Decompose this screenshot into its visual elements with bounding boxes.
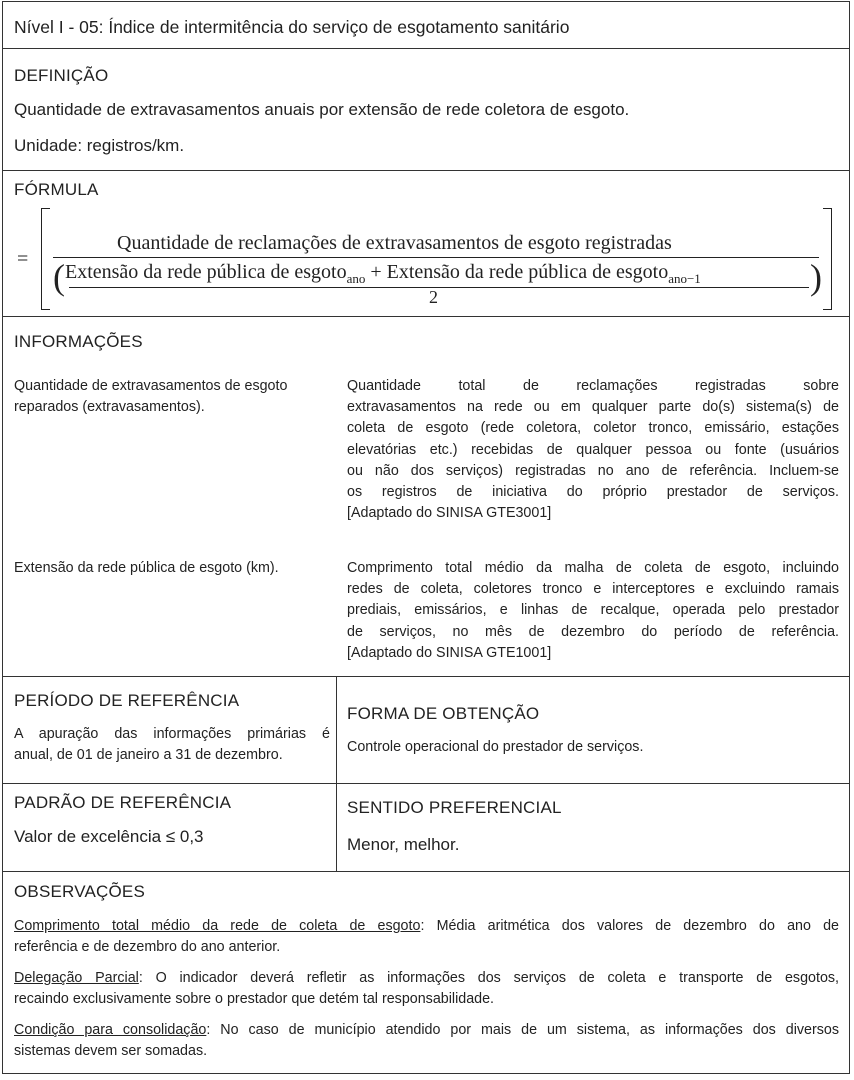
- sub-ano: ano: [346, 271, 366, 286]
- info-desc-line: [Adaptado do SINISA GTE1001]: [347, 644, 552, 661]
- divider: [3, 871, 849, 872]
- obs-item: [14, 968, 839, 1010]
- obs-line: [14, 1020, 839, 1041]
- info-label-line: reparados (extravasamentos).: [14, 399, 205, 416]
- fraction-bar: [53, 257, 819, 258]
- divider: [3, 676, 849, 677]
- info-label: [14, 558, 279, 579]
- info-label-line: Quantidade de extravasamentos de esgoto: [14, 378, 288, 394]
- denominator: [65, 261, 701, 287]
- column-divider: [336, 783, 337, 871]
- info-desc-line: [Adaptado do SINISA GTE3001]: [347, 505, 552, 522]
- formula-plus: +: [370, 261, 382, 283]
- divider: [3, 170, 849, 171]
- info-desc-line: elevatórias etc.) recebidas de qualquer pessoa ou fonte (usuários: [347, 441, 839, 458]
- obs-line: sistemas devem ser somadas.: [14, 1043, 208, 1060]
- definicao-heading: DEFINIÇÃO: [14, 66, 109, 85]
- sentido-text: Menor, melhor.: [347, 835, 460, 854]
- info-desc-line: Quantidade total de reclamações registradas sobre: [347, 378, 839, 394]
- divider: [3, 316, 849, 317]
- formula-equals: =: [17, 248, 29, 270]
- sheet-title: Nível I - 05: Índice de intermitência do serviço de esgotamento sanitário: [14, 17, 570, 37]
- forma-text: Controle operacional do prestador de serviços.: [347, 739, 644, 755]
- info-desc: [347, 376, 839, 524]
- column-divider: [336, 676, 337, 783]
- info-desc-line: extravasamentos na rede ou em qualquer parte do(s) sistema(s) de: [347, 399, 839, 416]
- obs-term: Comprimento total médio da rede de coleta de esgoto: [14, 918, 421, 934]
- info-desc-line: prediais, emissários, e linhas de recalque, operada pelo prestador: [347, 602, 839, 619]
- obs-text: : No caso de município atendido por mais de um sistema, as informações dos diversos: [206, 1022, 839, 1038]
- inner-fraction-bar: [69, 287, 809, 288]
- periodo-heading: PERÍODO DE REFERÊNCIA: [14, 691, 240, 710]
- periodo-text: [14, 724, 330, 766]
- sentido-heading: SENTIDO PREFERENCIAL: [347, 798, 562, 817]
- obs-item: [14, 1020, 839, 1062]
- divider: [3, 48, 849, 49]
- divisor: 2: [429, 287, 438, 307]
- denom-term-1: Extensão da rede pública de esgoto: [65, 261, 347, 283]
- unidade-text: Unidade: registros/km.: [14, 136, 185, 155]
- obs-text: : O indicador deverá refletir as informações dos serviços de coleta e transporte de esgotos,: [138, 970, 840, 986]
- info-desc-line: de serviços, no mês de dezembro do período de referência.: [347, 623, 839, 640]
- info-desc: [347, 558, 839, 664]
- obs-term: Delegação Parcial: [14, 970, 139, 986]
- observacoes-heading: OBSERVAÇÕES: [14, 882, 146, 901]
- obs-line: [14, 916, 839, 937]
- denom-term-2: Extensão da rede pública de esgoto: [386, 261, 669, 283]
- formula-heading: FÓRMULA: [14, 180, 99, 199]
- obs-text: : Média aritmética dos valores de dezembro do ano de: [420, 918, 840, 934]
- periodo-line: A apuração das informações primárias é: [14, 726, 330, 742]
- obs-line: referência e de dezembro do ano anterior.: [14, 939, 281, 956]
- indicator-sheet: [2, 1, 850, 1074]
- info-desc-line: ou não dos serviços) registradas no ano de referência. Incluem-se: [347, 462, 839, 479]
- divider: [3, 783, 849, 784]
- informacoes-heading: INFORMAÇÕES: [14, 332, 143, 351]
- info-desc-line: redes de coleta, coletores tronco e interceptores e excluindo ramais: [347, 581, 839, 598]
- info-label: [14, 376, 287, 418]
- padrao-heading: PADRÃO DE REFERÊNCIA: [14, 793, 232, 812]
- obs-line: [14, 968, 839, 989]
- info-desc-line: os registros de iniciativa do próprio prestador de serviços.: [347, 484, 839, 501]
- padrao-text: Valor de excelência ≤ 0,3: [14, 827, 204, 846]
- info-desc-line: coleta de esgoto (rede coletora, coletor tronco, emissário, estações: [347, 420, 839, 437]
- obs-item: [14, 916, 839, 958]
- right-bracket: [823, 208, 832, 310]
- left-bracket: [41, 208, 50, 310]
- periodo-line: anual, de 01 de janeiro a 31 de dezembro.: [14, 747, 283, 764]
- info-desc-line: Comprimento total médio da malha de coleta de esgoto, incluindo: [347, 560, 839, 576]
- obs-term: Condição para consolidação: [14, 1022, 207, 1038]
- definicao-text: Quantidade de extravasamentos anuais por extensão de rede coletora de esgoto.: [14, 100, 630, 119]
- left-paren-glyph: (: [53, 257, 65, 297]
- right-paren-glyph: ): [810, 257, 822, 297]
- forma-heading: FORMA DE OBTENÇÃO: [347, 704, 540, 723]
- info-label-line: Extensão da rede pública de esgoto (km).: [14, 560, 279, 576]
- sub-ano-1: ano−1: [668, 271, 701, 286]
- obs-line: recaindo exclusivamente sobre o prestador que detém tal responsabilidade.: [14, 991, 495, 1008]
- formula-numerator: Quantidade de reclamações de extravasamentos de esgoto registradas: [117, 232, 672, 254]
